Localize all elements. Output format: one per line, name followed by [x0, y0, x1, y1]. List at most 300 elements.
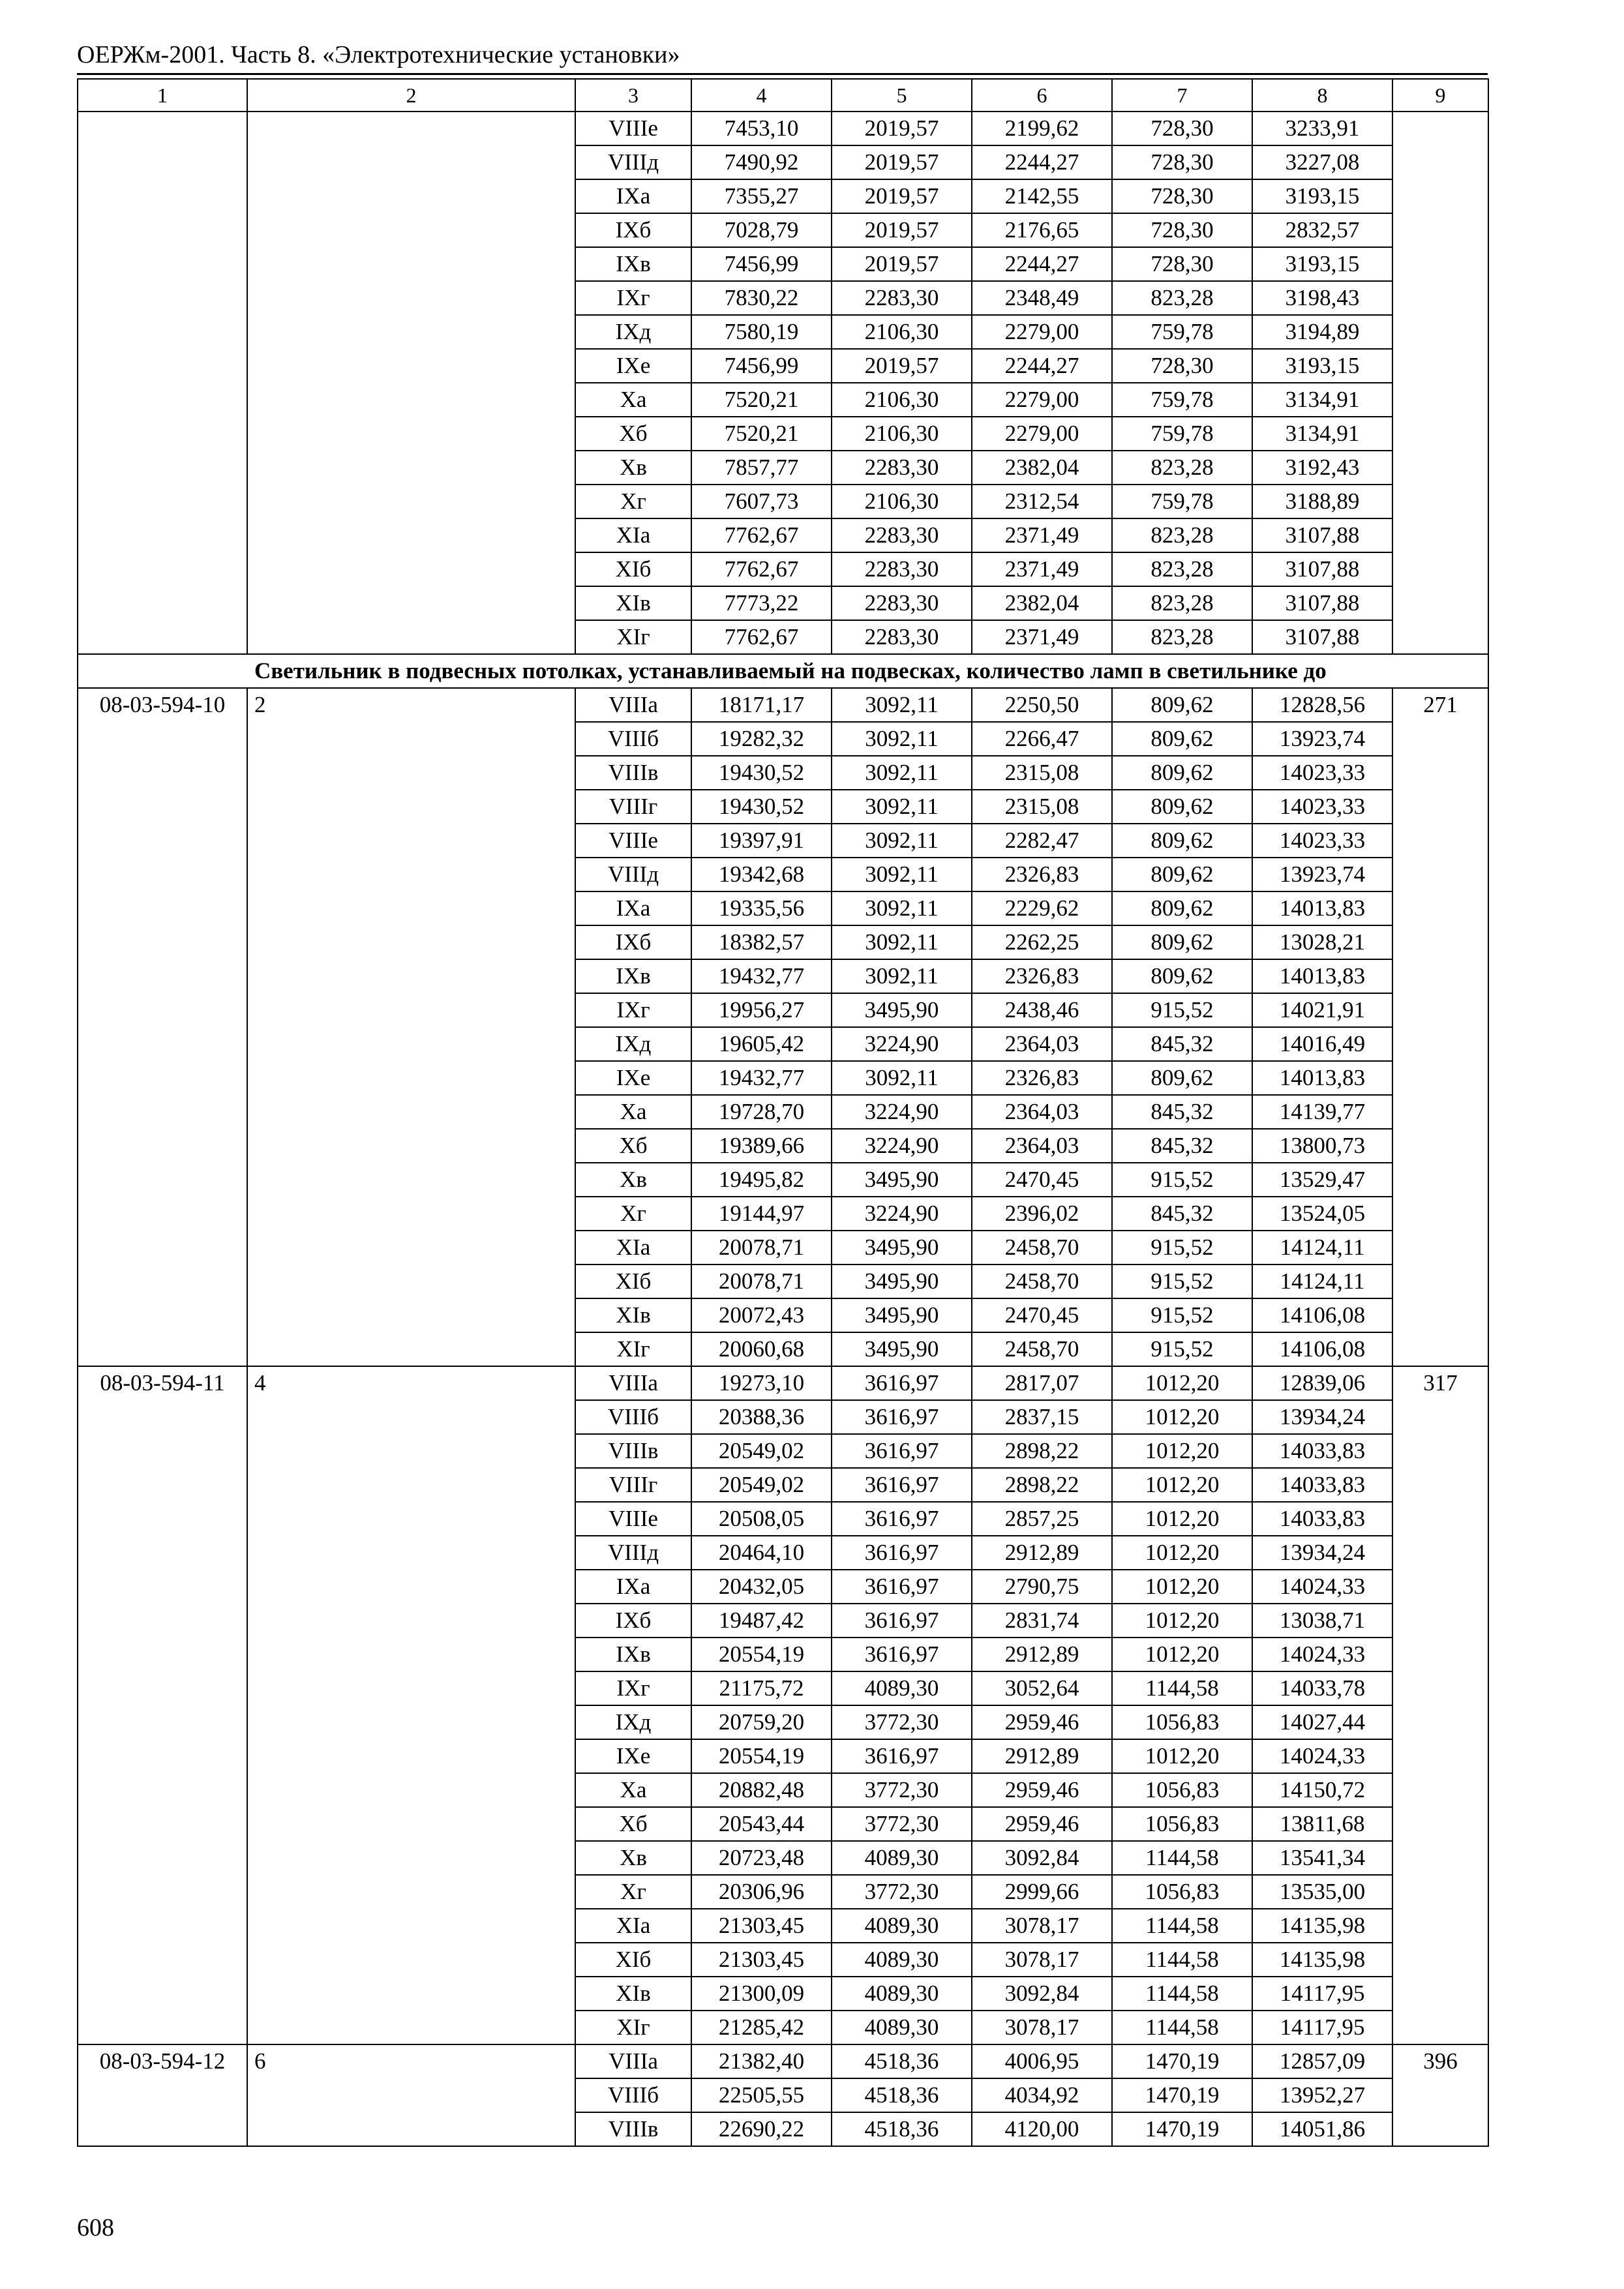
table-cell: 20432,05 [691, 1570, 832, 1604]
table-cell: 2817,07 [972, 1366, 1112, 1400]
table-cell: 2283,30 [832, 586, 972, 620]
table-cell: 13524,05 [1252, 1197, 1392, 1231]
table-cell: 2371,49 [972, 552, 1112, 586]
table-cell: 2250,50 [972, 688, 1112, 722]
table-cell: 2019,57 [832, 247, 972, 281]
table-cell: 3134,91 [1252, 417, 1392, 451]
table-cell: 21175,72 [691, 1671, 832, 1705]
table-cell: VIIIа [575, 2044, 691, 2078]
table-cell: 20078,71 [691, 1264, 832, 1298]
table-cell: 3092,11 [832, 891, 972, 925]
column-number: 3 [575, 79, 691, 112]
table-cell: 7762,67 [691, 518, 832, 552]
table-cell: 2279,00 [972, 417, 1112, 451]
table-cell: XIв [575, 586, 691, 620]
table-cell: 4089,30 [832, 1909, 972, 1943]
table-cell: 19487,42 [691, 1604, 832, 1638]
table-cell: VIIIг [575, 790, 691, 824]
col9-value: 396 [1392, 2044, 1488, 2146]
table-cell: 3092,11 [832, 1061, 972, 1095]
col9-cell [1392, 112, 1488, 654]
table-cell: 759,78 [1112, 485, 1252, 518]
table-body [78, 79, 1488, 2146]
table-cell: 1470,19 [1112, 2044, 1252, 2078]
table-cell: 20723,48 [691, 1841, 832, 1875]
table-cell: 20882,48 [691, 1773, 832, 1807]
table-cell: 3078,17 [972, 1909, 1112, 1943]
table-cell: 7520,21 [691, 417, 832, 451]
table-cell: 1144,58 [1112, 2011, 1252, 2044]
table-cell: Xа [575, 383, 691, 417]
table-cell: 21303,45 [691, 1909, 832, 1943]
table-cell: 2279,00 [972, 315, 1112, 349]
table-cell: IXб [575, 925, 691, 959]
table-cell: 3616,97 [832, 1604, 972, 1638]
table-cell: 2199,62 [972, 112, 1112, 145]
table-cell: 1470,19 [1112, 2078, 1252, 2112]
table-cell: 3092,11 [832, 756, 972, 790]
table-cell: 3134,91 [1252, 383, 1392, 417]
table-cell: 19495,82 [691, 1163, 832, 1197]
table-cell: 19397,91 [691, 824, 832, 858]
table-cell: IXг [575, 281, 691, 315]
table-cell: 13952,27 [1252, 2078, 1392, 2112]
table-cell: VIIIв [575, 2112, 691, 2146]
table-cell: 19273,10 [691, 1366, 832, 1400]
table-cell: VIIIе [575, 112, 691, 145]
table-cell: 2438,46 [972, 993, 1112, 1027]
table-cell: 22690,22 [691, 2112, 832, 2146]
table-cell: 2898,22 [972, 1468, 1112, 1502]
table-cell: 2912,89 [972, 1739, 1112, 1773]
column-number: 1 [78, 79, 247, 112]
lamp-count: 6 [247, 2044, 575, 2146]
col9-value: 317 [1392, 1366, 1488, 2044]
table-cell: 19282,32 [691, 722, 832, 756]
table-cell: 3092,11 [832, 925, 972, 959]
table-cell: 2470,45 [972, 1163, 1112, 1197]
table-cell: 14124,11 [1252, 1231, 1392, 1264]
table-cell: 2831,74 [972, 1604, 1112, 1638]
table-cell: 2371,49 [972, 620, 1112, 654]
table-cell: 14033,83 [1252, 1468, 1392, 1502]
code-cell [78, 112, 247, 654]
table-cell: 2832,57 [1252, 213, 1392, 247]
table-cell: 14024,33 [1252, 1638, 1392, 1671]
table-cell: 12828,56 [1252, 688, 1392, 722]
table-cell: 1056,83 [1112, 1705, 1252, 1739]
table-cell: Xг [575, 1197, 691, 1231]
lamp-count: 2 [247, 688, 575, 1366]
table-cell: 2282,47 [972, 824, 1112, 858]
table-cell: 1144,58 [1112, 1909, 1252, 1943]
table-cell: 2790,75 [972, 1570, 1112, 1604]
table-cell: 3616,97 [832, 1400, 972, 1434]
table-cell: 7857,77 [691, 451, 832, 485]
table-cell: 2999,66 [972, 1875, 1112, 1909]
table-cell: 1144,58 [1112, 1943, 1252, 1977]
table-cell: 845,32 [1112, 1129, 1252, 1163]
table-cell: VIIIд [575, 1536, 691, 1570]
table-cell: 19605,42 [691, 1027, 832, 1061]
table-cell: 14024,33 [1252, 1570, 1392, 1604]
table-cell: 12839,06 [1252, 1366, 1392, 1400]
table-cell: 4518,36 [832, 2112, 972, 2146]
table-cell: XIб [575, 552, 691, 586]
table-cell: 3092,84 [972, 1977, 1112, 2011]
table-cell: 13934,24 [1252, 1536, 1392, 1570]
table-cell: 3224,90 [832, 1027, 972, 1061]
table-cell: 2959,46 [972, 1705, 1112, 1739]
table-cell: 14024,33 [1252, 1739, 1392, 1773]
table-cell: 19389,66 [691, 1129, 832, 1163]
table-cell: 3092,11 [832, 722, 972, 756]
table-cell: 3772,30 [832, 1875, 972, 1909]
table-cell: 1012,20 [1112, 1502, 1252, 1536]
table-cell: 3198,43 [1252, 281, 1392, 315]
table-cell: 3092,11 [832, 790, 972, 824]
table-cell: 2244,27 [972, 145, 1112, 179]
section-row [78, 654, 1488, 688]
table-cell: 2176,65 [972, 213, 1112, 247]
table-cell: 14013,83 [1252, 891, 1392, 925]
table-cell: 1012,20 [1112, 1739, 1252, 1773]
table-cell: 4518,36 [832, 2044, 972, 2078]
table-cell: 14013,83 [1252, 959, 1392, 993]
table-cell: VIIIа [575, 1366, 691, 1400]
table-cell: 1012,20 [1112, 1468, 1252, 1502]
table-cell: 2019,57 [832, 179, 972, 213]
table-cell: 3078,17 [972, 2011, 1112, 2044]
table-cell: 3616,97 [832, 1434, 972, 1468]
table-cell: 7773,22 [691, 586, 832, 620]
column-number: 7 [1112, 79, 1252, 112]
table-cell: 823,28 [1112, 552, 1252, 586]
table-cell: 1012,20 [1112, 1570, 1252, 1604]
table-cell: 2326,83 [972, 858, 1112, 891]
table-cell: 759,78 [1112, 383, 1252, 417]
table-cell: 13811,68 [1252, 1807, 1392, 1841]
table-cell: 3092,11 [832, 858, 972, 891]
table-cell: 2898,22 [972, 1434, 1112, 1468]
table-cell: 915,52 [1112, 1231, 1252, 1264]
table-cell: 14139,77 [1252, 1095, 1392, 1129]
table-cell: 3495,90 [832, 1163, 972, 1197]
table-cell: 2326,83 [972, 1061, 1112, 1095]
table-cell: Xв [575, 451, 691, 485]
table-cell: 3078,17 [972, 1943, 1112, 1977]
table-cell: IXб [575, 1604, 691, 1638]
table-cell: 728,30 [1112, 112, 1252, 145]
table-cell: 3193,15 [1252, 179, 1392, 213]
table-cell: 20388,36 [691, 1400, 832, 1434]
table-cell: 20554,19 [691, 1739, 832, 1773]
table-cell: 1012,20 [1112, 1536, 1252, 1570]
table-cell: 7830,22 [691, 281, 832, 315]
table-cell: 7762,67 [691, 620, 832, 654]
table-cell: 2266,47 [972, 722, 1112, 756]
item-code: 08-03-594-11 [78, 1366, 247, 2044]
table-cell: 7453,10 [691, 112, 832, 145]
table-cell: 20549,02 [691, 1434, 832, 1468]
table-cell: 2912,89 [972, 1536, 1112, 1570]
table-cell: XIг [575, 620, 691, 654]
table-cell: 823,28 [1112, 451, 1252, 485]
table-cell: 809,62 [1112, 756, 1252, 790]
table-cell: 3194,89 [1252, 315, 1392, 349]
table-cell: 20554,19 [691, 1638, 832, 1671]
table-cell: 14023,33 [1252, 824, 1392, 858]
table-cell: 3495,90 [832, 1264, 972, 1298]
table-cell: 1470,19 [1112, 2112, 1252, 2146]
table-cell: IXе [575, 1061, 691, 1095]
table-cell: 18382,57 [691, 925, 832, 959]
table-cell: 3193,15 [1252, 349, 1392, 383]
table-cell: 1144,58 [1112, 1841, 1252, 1875]
table-cell: 2283,30 [832, 451, 972, 485]
table-cell: 4089,30 [832, 1977, 972, 2011]
table-cell: XIб [575, 1264, 691, 1298]
table-cell: VIIIб [575, 1400, 691, 1434]
table-cell: 19432,77 [691, 959, 832, 993]
table-cell: Xа [575, 1095, 691, 1129]
table-cell: 2458,70 [972, 1332, 1112, 1366]
table-cell: 20306,96 [691, 1875, 832, 1909]
table-cell: 14023,33 [1252, 756, 1392, 790]
table-cell: 2371,49 [972, 518, 1112, 552]
table-cell: 1056,83 [1112, 1773, 1252, 1807]
table-cell: IXа [575, 1570, 691, 1604]
table-cell: VIIIг [575, 1468, 691, 1502]
lamps-cell [247, 112, 575, 654]
table-cell: 3616,97 [832, 1468, 972, 1502]
table-cell: 809,62 [1112, 790, 1252, 824]
table-cell: IXд [575, 1027, 691, 1061]
table-cell: 18171,17 [691, 688, 832, 722]
table-cell: 7762,67 [691, 552, 832, 586]
table-cell: 823,28 [1112, 586, 1252, 620]
table-cell: 7490,92 [691, 145, 832, 179]
table-cell: 3495,90 [832, 1231, 972, 1264]
table-cell: Xг [575, 1875, 691, 1909]
table-cell: VIIIе [575, 824, 691, 858]
table-cell: 19144,97 [691, 1197, 832, 1231]
column-number: 4 [691, 79, 832, 112]
table-cell: 759,78 [1112, 417, 1252, 451]
table-cell: 845,32 [1112, 1197, 1252, 1231]
table-cell: 1012,20 [1112, 1434, 1252, 1468]
table-cell: 3772,30 [832, 1705, 972, 1739]
table-cell: 1012,20 [1112, 1604, 1252, 1638]
table-cell: 2312,54 [972, 485, 1112, 518]
table-cell: 14013,83 [1252, 1061, 1392, 1095]
table-row [78, 1366, 1488, 1400]
table-cell: IXв [575, 1638, 691, 1671]
table-cell: 2283,30 [832, 552, 972, 586]
table-cell: 3227,08 [1252, 145, 1392, 179]
table-cell: 1056,83 [1112, 1875, 1252, 1909]
table-cell: 2244,27 [972, 349, 1112, 383]
table-cell: 809,62 [1112, 1061, 1252, 1095]
table-cell: 4089,30 [832, 1841, 972, 1875]
table-cell: 809,62 [1112, 891, 1252, 925]
table-cell: 3495,90 [832, 993, 972, 1027]
table-cell: VIIIд [575, 858, 691, 891]
table-cell: 823,28 [1112, 518, 1252, 552]
item-code: 08-03-594-12 [78, 2044, 247, 2146]
table-cell: 2348,49 [972, 281, 1112, 315]
table-cell: 14033,78 [1252, 1671, 1392, 1705]
table-cell: 2382,04 [972, 586, 1112, 620]
table-cell: 3616,97 [832, 1739, 972, 1773]
table-cell: 7355,27 [691, 179, 832, 213]
table-cell: 823,28 [1112, 281, 1252, 315]
table-cell: 2283,30 [832, 518, 972, 552]
table-cell: IXе [575, 349, 691, 383]
table-cell: 2229,62 [972, 891, 1112, 925]
table-cell: 21303,45 [691, 1943, 832, 1977]
column-number: 5 [832, 79, 972, 112]
table-cell: 3224,90 [832, 1095, 972, 1129]
table-cell: 7607,73 [691, 485, 832, 518]
table-cell: 13038,71 [1252, 1604, 1392, 1638]
table-cell: 2458,70 [972, 1231, 1112, 1264]
table-cell: 19430,52 [691, 756, 832, 790]
table-cell: 19728,70 [691, 1095, 832, 1129]
table-cell: 20078,71 [691, 1231, 832, 1264]
table-cell: 2106,30 [832, 383, 972, 417]
table-cell: 21300,09 [691, 1977, 832, 2011]
table-cell: 3092,84 [972, 1841, 1112, 1875]
table-cell: 3495,90 [832, 1332, 972, 1366]
table-cell: 14117,95 [1252, 1977, 1392, 2011]
table-cell: 915,52 [1112, 993, 1252, 1027]
table-cell: 14124,11 [1252, 1264, 1392, 1298]
table-cell: Xв [575, 1163, 691, 1197]
table-cell: 2382,04 [972, 451, 1112, 485]
table-cell: 3192,43 [1252, 451, 1392, 485]
column-number: 8 [1252, 79, 1392, 112]
header-rule [77, 73, 1488, 75]
table-cell: IXв [575, 959, 691, 993]
table-cell: 3107,88 [1252, 620, 1392, 654]
table-cell: 1144,58 [1112, 1671, 1252, 1705]
table-row [78, 2044, 1488, 2078]
table-cell: 19432,77 [691, 1061, 832, 1095]
table-cell: 1144,58 [1112, 1977, 1252, 2011]
table-cell: IXб [575, 213, 691, 247]
table-cell: 14106,08 [1252, 1298, 1392, 1332]
table-cell: 4518,36 [832, 2078, 972, 2112]
table-cell: 20549,02 [691, 1468, 832, 1502]
table-cell: 3107,88 [1252, 586, 1392, 620]
table-cell: XIа [575, 1909, 691, 1943]
table-cell: 915,52 [1112, 1163, 1252, 1197]
table-cell: 728,30 [1112, 349, 1252, 383]
table-cell: 3616,97 [832, 1536, 972, 1570]
table-cell: VIIIв [575, 1434, 691, 1468]
table-cell: XIв [575, 1977, 691, 2011]
table-cell: 21382,40 [691, 2044, 832, 2078]
column-number: 6 [972, 79, 1112, 112]
table-cell: 7520,21 [691, 383, 832, 417]
table-cell: 2106,30 [832, 315, 972, 349]
table-cell: 20508,05 [691, 1502, 832, 1536]
table-cell: 2279,00 [972, 383, 1112, 417]
table-cell: 2283,30 [832, 281, 972, 315]
table-cell: 2364,03 [972, 1027, 1112, 1061]
table-cell: 2837,15 [972, 1400, 1112, 1434]
table-cell: 2315,08 [972, 756, 1112, 790]
table-cell: 2959,46 [972, 1773, 1112, 1807]
table-cell: 3188,89 [1252, 485, 1392, 518]
table-cell: 14033,83 [1252, 1502, 1392, 1536]
table-cell: 13800,73 [1252, 1129, 1392, 1163]
table-cell: 845,32 [1112, 1027, 1252, 1061]
section-title: Светильник в подвесных потолках, устанавливаемый на подвесках, количество ламп в светильнике до [78, 654, 1488, 688]
column-number: 2 [247, 79, 575, 112]
table-cell: 20759,20 [691, 1705, 832, 1739]
table-cell: IXа [575, 891, 691, 925]
table-cell: 3092,11 [832, 959, 972, 993]
table-cell: 13541,34 [1252, 1841, 1392, 1875]
table-cell: IXд [575, 315, 691, 349]
table-cell: 2912,89 [972, 1638, 1112, 1671]
table-cell: 809,62 [1112, 722, 1252, 756]
table-cell: 845,32 [1112, 1095, 1252, 1129]
table-cell: 3616,97 [832, 1638, 972, 1671]
table-cell: 2019,57 [832, 112, 972, 145]
table-cell: IXг [575, 1671, 691, 1705]
table-cell: 12857,09 [1252, 2044, 1392, 2078]
table-cell: 20543,44 [691, 1807, 832, 1841]
table-cell: 13923,74 [1252, 858, 1392, 891]
table-cell: 14023,33 [1252, 790, 1392, 824]
item-code: 08-03-594-10 [78, 688, 247, 1366]
table-cell: 2244,27 [972, 247, 1112, 281]
page-number: 608 [77, 2214, 114, 2241]
table-cell: IXа [575, 179, 691, 213]
table-cell: IXг [575, 993, 691, 1027]
table-cell: 3193,15 [1252, 247, 1392, 281]
table-cell: 22505,55 [691, 2078, 832, 2112]
table-cell: 1056,83 [1112, 1807, 1252, 1841]
table-cell: 19430,52 [691, 790, 832, 824]
table-cell: 2364,03 [972, 1129, 1112, 1163]
table-cell: IXе [575, 1739, 691, 1773]
table-cell: 2959,46 [972, 1807, 1112, 1841]
table-cell: XIа [575, 518, 691, 552]
table-cell: 13028,21 [1252, 925, 1392, 959]
page-header: ОЕРЖм-2001. Часть 8. «Электротехнические установки» [77, 41, 680, 68]
table-cell: 915,52 [1112, 1332, 1252, 1366]
table-cell: 13934,24 [1252, 1400, 1392, 1434]
table-cell: 20072,43 [691, 1298, 832, 1332]
table-cell: 728,30 [1112, 179, 1252, 213]
table-cell: 2857,25 [972, 1502, 1112, 1536]
table-cell: 3772,30 [832, 1773, 972, 1807]
table-cell: 2106,30 [832, 417, 972, 451]
table-cell: 14016,49 [1252, 1027, 1392, 1061]
table-cell: 19335,56 [691, 891, 832, 925]
table-cell: 2262,25 [972, 925, 1112, 959]
column-number: 9 [1392, 79, 1488, 112]
table-cell: 7456,99 [691, 349, 832, 383]
table-cell: VIIIб [575, 722, 691, 756]
table-cell: 3616,97 [832, 1570, 972, 1604]
table-cell: 823,28 [1112, 620, 1252, 654]
table-cell: 3495,90 [832, 1298, 972, 1332]
